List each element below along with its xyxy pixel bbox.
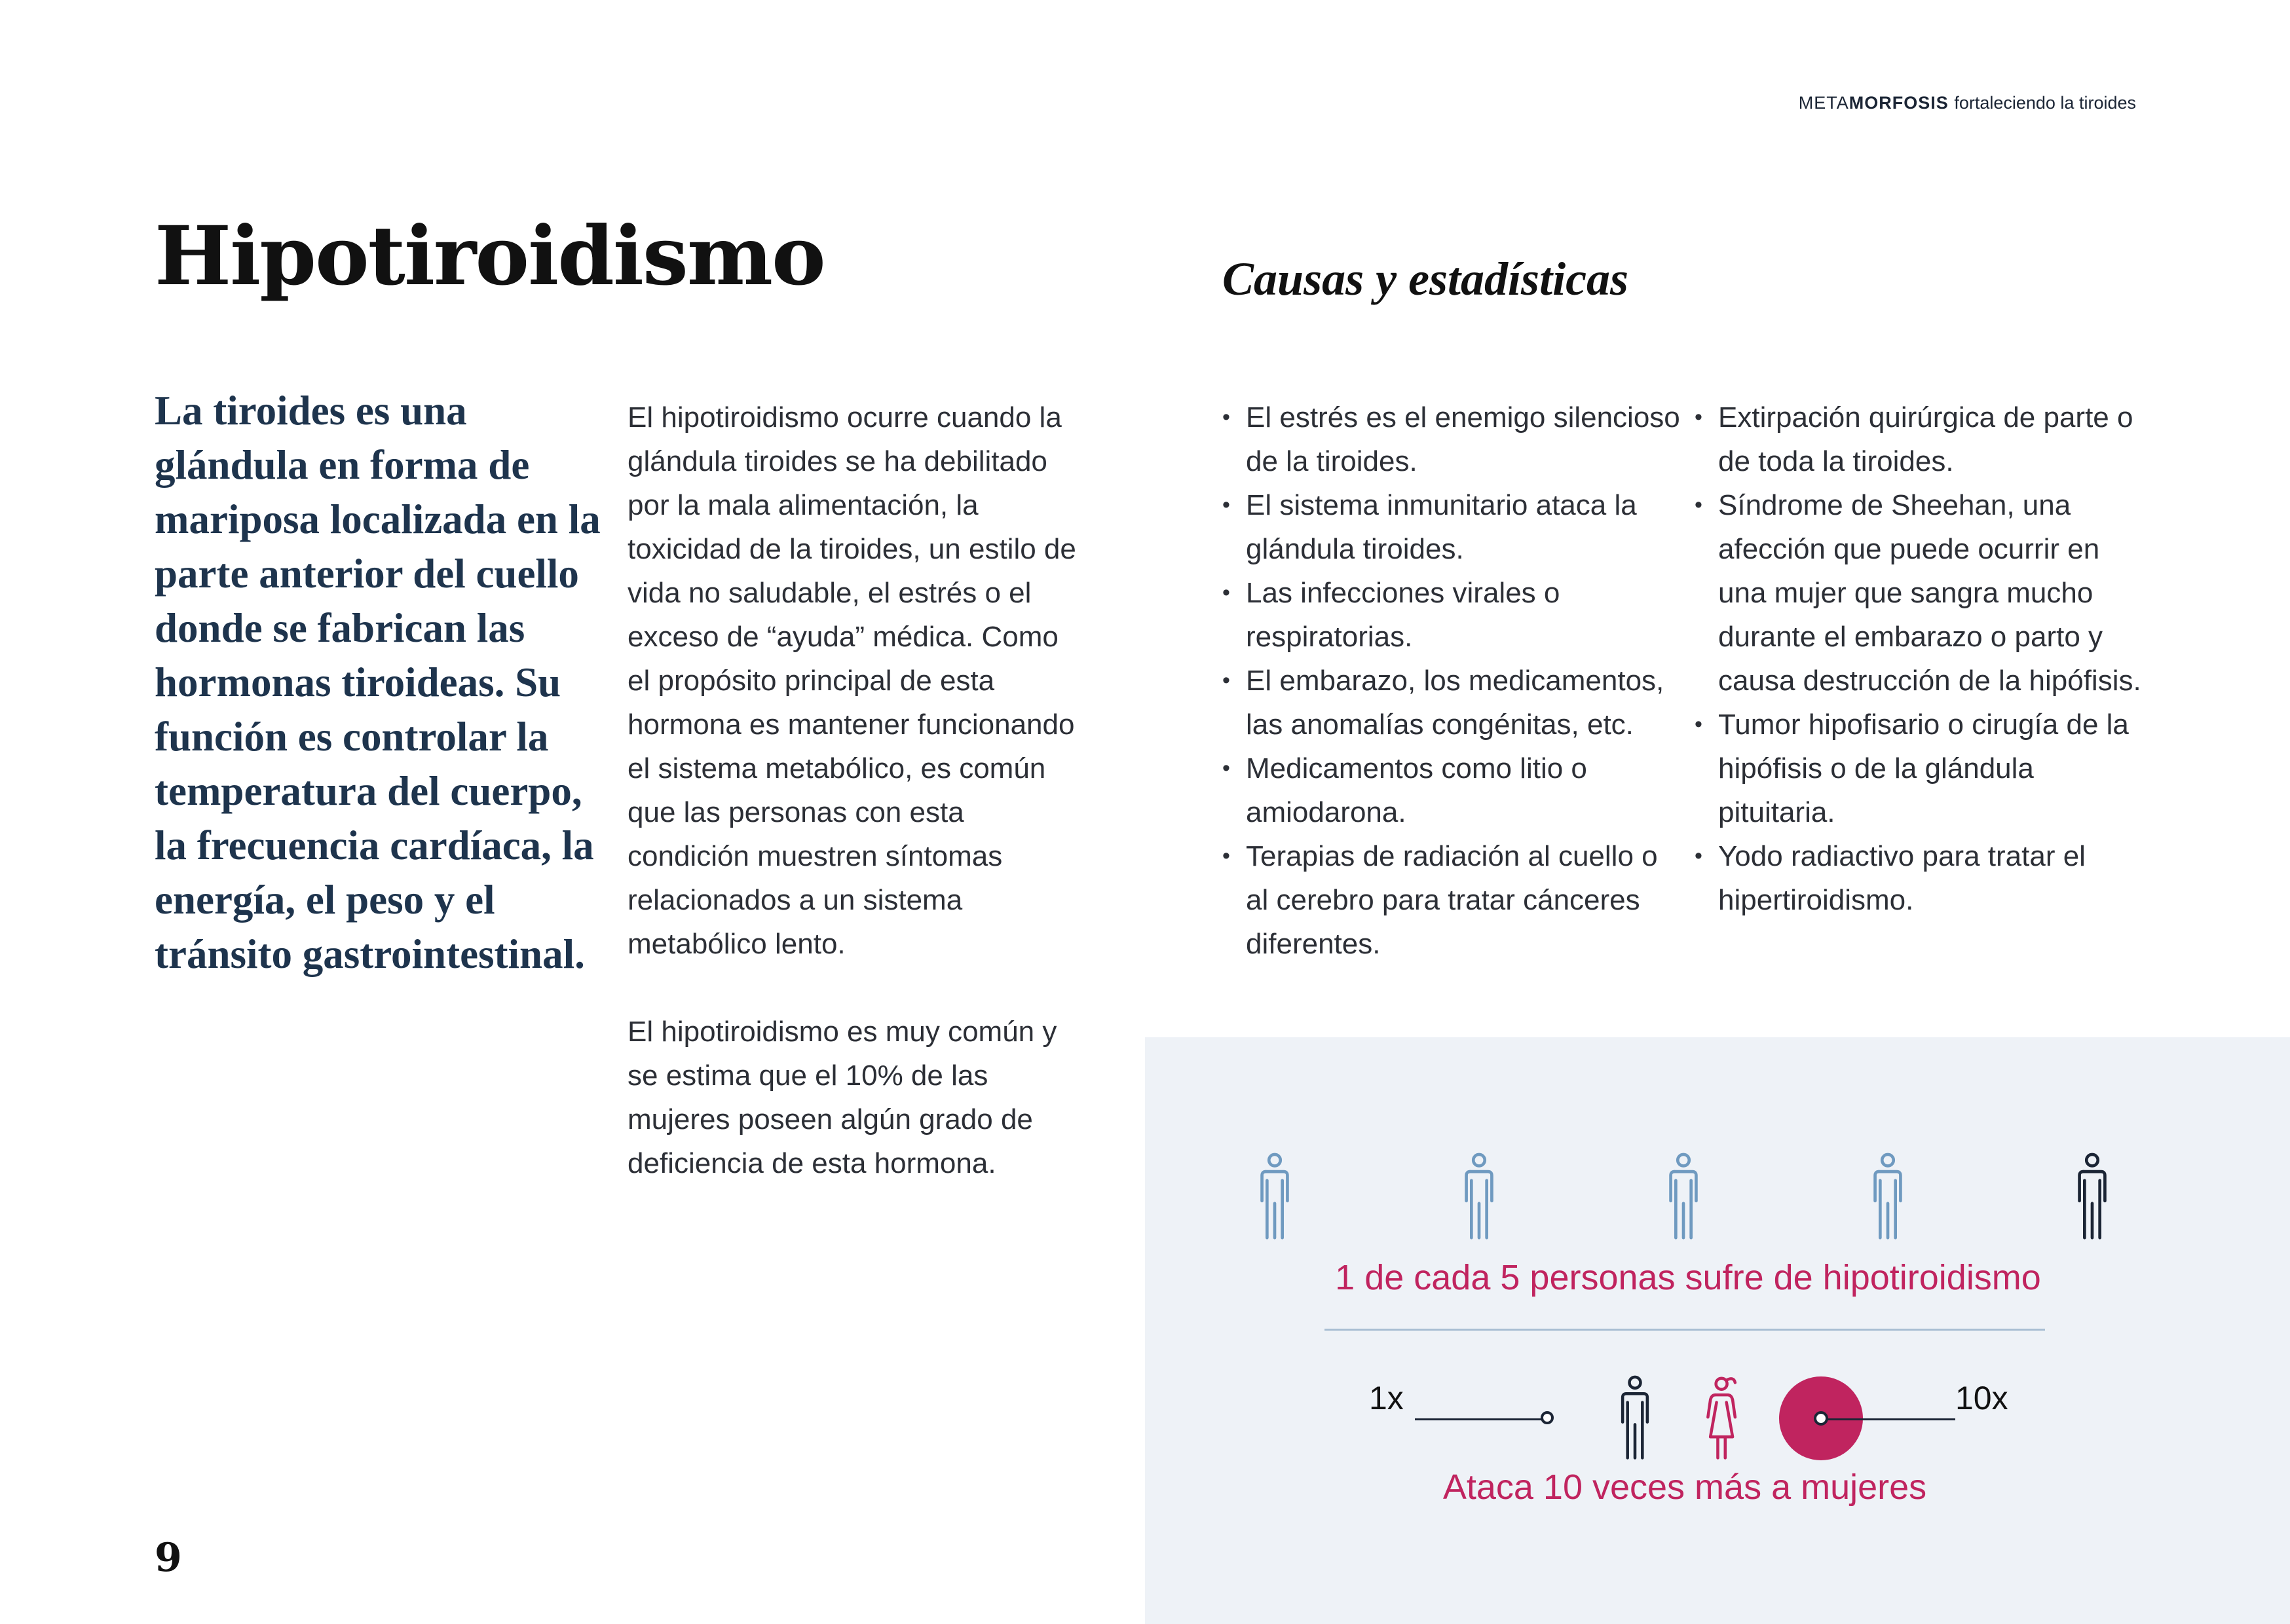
stat-ten-times-women: Ataca 10 veces más a mujeres	[1442, 1467, 1927, 1507]
cause-item: • Extirpación quirúrgica de parte o de toda la tiroides.	[1695, 396, 2153, 483]
causes-list-left	[1222, 396, 1681, 966]
person-icon	[1660, 1153, 1707, 1244]
section-subtitle: Causas y estadísticas	[1222, 253, 1629, 305]
stats-divider	[1324, 1329, 2045, 1331]
scale-dot-center	[1814, 1411, 1828, 1426]
scale-min-label: 1x	[1369, 1380, 1404, 1416]
scale-max-label: 10x	[1955, 1380, 2008, 1416]
cause-item: • Terapias de radiación al cuello o al cerebro para tratar cánceres diferentes.	[1222, 834, 1681, 966]
cause-item: • Medicamentos como litio o amiodarona.	[1222, 747, 1681, 834]
cause-item: • Las infecciones virales o respiratorias.	[1222, 571, 1681, 659]
cause-item: • El sistema inmunitario ataca la glándula tiroides.	[1222, 483, 1681, 571]
body-paragraph-1: El hipotiroidismo ocurre cuando la glándula tiroides se ha debilitado por la mala alimentación, la toxicidad de la tiroides, un estilo de vida no saludable, el estrés o el exceso de “ayuda” médica. Como el propósito principal de esta hormona es mantener funcionando el sistema metabólico, es común que las personas con esta condición muestren síntomas relacionados a un sistema metabólico lento.	[628, 401, 1076, 960]
cause-item: • El estrés es el enemigo silencioso de la tiroides.	[1222, 396, 1681, 483]
body-paragraph-2: El hipotiroidismo es muy común y se estima que el 10% de las mujeres poseen algún grado de deficiencia de esta hormona.	[628, 1016, 1057, 1179]
person-icon	[1251, 1153, 1298, 1244]
brand-tagline: fortaleciendo la tiroides	[1954, 93, 2136, 113]
scale-line-right	[1828, 1418, 1955, 1420]
cause-item: • Tumor hipofisario o cirugía de la hipófisis o de la glándula pituitaria.	[1695, 703, 2153, 834]
stat-one-in-five: 1 de cada 5 personas sufre de hipotiroidismo	[1335, 1258, 2041, 1297]
cause-item: • Síndrome de Sheehan, una afección que puede ocurrir en una mujer que sangra mucho durante el embarazo o parto y causa destrucción de la hipófisis.	[1695, 483, 2153, 703]
stats-panel	[1145, 1037, 2290, 1624]
brand-morfosis: MORFOSIS	[1849, 93, 1949, 113]
man-icon	[1613, 1375, 1657, 1462]
woman-icon	[1700, 1375, 1745, 1462]
body-column	[628, 396, 1086, 1185]
causes-list-right	[1695, 396, 2153, 922]
cause-item: • Yodo radiactivo para tratar el hipertiroidismo.	[1695, 834, 2153, 922]
page-number: 9	[155, 1535, 182, 1581]
cause-item: • El embarazo, los medicamentos, las anomalías congénitas, etc.	[1222, 659, 1681, 747]
page-title: Hipotiroidismo	[155, 209, 825, 304]
brand-header	[1799, 93, 2136, 113]
lead-paragraph: La tiroides es una glándula en forma de mariposa localizada en la parte anterior del cuello donde se fabrican las hormonas tiroideas. Su función es controlar la temperatura del cuerpo, la frecuencia cardíaca, la energía, el peso y el tránsito gastrointestinal.	[155, 388, 601, 977]
person-affected-icon	[2069, 1153, 2116, 1244]
people-row	[1251, 1153, 2116, 1244]
brand-meta: META	[1798, 93, 1849, 113]
scale-dot-small	[1541, 1411, 1554, 1424]
scale-line-left	[1415, 1418, 1546, 1420]
person-icon	[1455, 1153, 1503, 1244]
person-icon	[1864, 1153, 1911, 1244]
